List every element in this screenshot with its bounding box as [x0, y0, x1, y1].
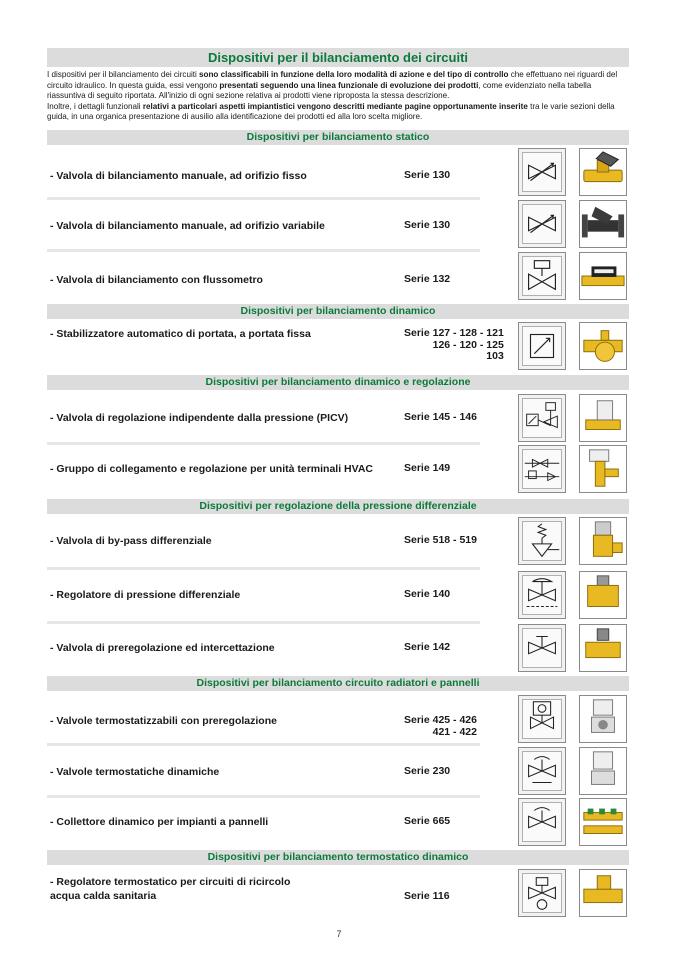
page-title: Dispositivi per il bilanciamento dei circuiti — [47, 48, 629, 67]
intro-text: tra le varie sezioni della guida, in una organica presentazione di ausilio alla identificazione dei prodotti ed alla loro scelta migliore. — [47, 101, 615, 122]
flow-stabilizer-photo — [579, 322, 627, 370]
intro-text: I dispositivi per il bilanciamento dei circuiti — [47, 70, 200, 79]
intro-bold: sono classificabili in funzione della loro modalità di azione e del tipo di controllo — [199, 70, 509, 79]
product-description: - Regolatore termostatico per circuiti di ricircolo acqua calda sanitaria — [50, 876, 291, 902]
intro-text: che effettuano nei riguardi del circuito idraulico. In questa guida, essi vengono — [47, 70, 618, 90]
flowmeter-valve-symbol-icon — [518, 252, 566, 300]
product-description: - Stabilizzatore automatico di portata, a portata fissa — [50, 328, 311, 340]
picv-symbol-icon — [518, 394, 566, 442]
intro-bold: presentati seguendo una linea funzionale di evoluzione dei prodotti — [219, 80, 479, 90]
product-series: Serie 130 — [404, 219, 451, 231]
product-description: - Valvola di bilanciamento con flussometro — [50, 274, 263, 286]
section-thermostatic-dynamic: Dispositivi per bilanciamento termostatico dinamico — [47, 850, 629, 865]
product-description: - Valvole termostatizzabili con preregolazione — [50, 715, 277, 727]
hvac-group-symbol-icon — [518, 445, 566, 493]
dp-regulator-photo — [579, 571, 627, 619]
dynamic-thermostatic-valve-symbol-icon — [518, 747, 566, 795]
product-series: Serie 518 - 519 — [404, 534, 477, 546]
product-series: Serie 142 — [404, 641, 451, 653]
balancing-valve-symbol-icon — [518, 148, 566, 196]
flow-stabilizer-symbol-icon — [518, 322, 566, 370]
intro-text: Inoltre, i dettagli funzionali — [47, 101, 143, 111]
thermostatic-valve-symbol-icon — [518, 695, 566, 743]
product-description: - Valvole termostatiche dinamiche — [50, 766, 220, 778]
section-dynamic: Dispositivi per bilanciamento dinamico — [47, 304, 629, 319]
dp-regulator-symbol-icon — [518, 571, 566, 619]
flowmeter-valve-photo — [579, 252, 627, 300]
hvac-group-photo — [579, 445, 627, 493]
row-separator — [47, 442, 480, 445]
presetting-valve-symbol-icon — [518, 624, 566, 672]
product-description: - Valvola di preregolazione ed intercettazione — [50, 642, 275, 654]
thermostatic-valve-photo — [579, 695, 627, 743]
product-series: Serie 130 — [404, 169, 451, 181]
product-series: Serie 140 — [404, 588, 451, 600]
row-separator — [47, 795, 480, 798]
section-static: Dispositivi per bilanciamento statico — [47, 130, 629, 145]
product-description: - Regolatore di pressione differenziale — [50, 589, 241, 601]
product-series: Serie 116 — [404, 890, 450, 902]
product-description: - Valvola di bilanciamento manuale, ad orifizio fisso — [50, 170, 307, 182]
product-series: Serie 425 - 426 421 - 422 — [404, 714, 477, 738]
intro-paragraph — [47, 70, 632, 123]
section-dynamic-regulation: Dispositivi per bilanciamento dinamico e regolazione — [47, 375, 629, 390]
row-separator — [47, 621, 480, 624]
recirculation-regulator-photo — [579, 869, 627, 917]
page-number: 7 — [336, 929, 342, 939]
product-description: - Valvola di by-pass differenziale — [50, 535, 212, 547]
dynamic-manifold-symbol-icon — [518, 798, 566, 846]
intro-bold: relativi a particolari aspetti impiantistici vengono descritti mediante pagine opportunamente inserite — [142, 101, 528, 111]
presetting-valve-photo — [579, 624, 627, 672]
product-series: Serie 132 — [404, 273, 451, 285]
product-series: Serie 145 - 146 — [404, 411, 477, 423]
row-separator — [47, 743, 480, 746]
variable-orifice-valve-symbol-icon — [518, 200, 566, 248]
product-series: Serie 230 — [404, 765, 451, 777]
section-differential-pressure: Dispositivi per regolazione della pressione differenziale — [47, 499, 629, 514]
product-series: Serie 127 - 128 - 121 126 - 120 - 125 103 — [404, 327, 504, 362]
flanged-valve-photo — [579, 200, 627, 248]
row-separator — [47, 567, 480, 570]
section-radiators-panels: Dispositivi per bilanciamento circuito radiatori e pannelli — [47, 676, 629, 691]
row-separator — [47, 197, 480, 200]
product-description: - Collettore dinamico per impianti a pannelli — [50, 816, 269, 828]
dynamic-thermostatic-valve-photo — [579, 747, 627, 795]
dynamic-manifold-photo — [579, 798, 627, 846]
recirculation-regulator-symbol-icon — [518, 869, 566, 917]
row-separator — [47, 249, 480, 252]
product-series: Serie 149 — [404, 462, 451, 474]
product-description: - Gruppo di collegamento e regolazione per unità terminali HVAC — [50, 463, 374, 475]
picv-valve-photo — [579, 394, 627, 442]
bypass-valve-photo — [579, 517, 627, 565]
balancing-valve-photo — [579, 148, 627, 196]
intro-text: , come evidenziato nella tabella riassuntiva di seguito riportata. All'inizio di ogni sezione relativa ai prodotti viene riproposta la stessa descrizione. — [47, 80, 592, 101]
product-description: - Valvola di bilanciamento manuale, ad orifizio variabile — [50, 220, 325, 232]
product-description: - Valvola di regolazione indipendente dalla pressione (PICV) — [50, 412, 349, 424]
product-series: Serie 665 — [404, 815, 451, 827]
bypass-valve-symbol-icon — [518, 517, 566, 565]
